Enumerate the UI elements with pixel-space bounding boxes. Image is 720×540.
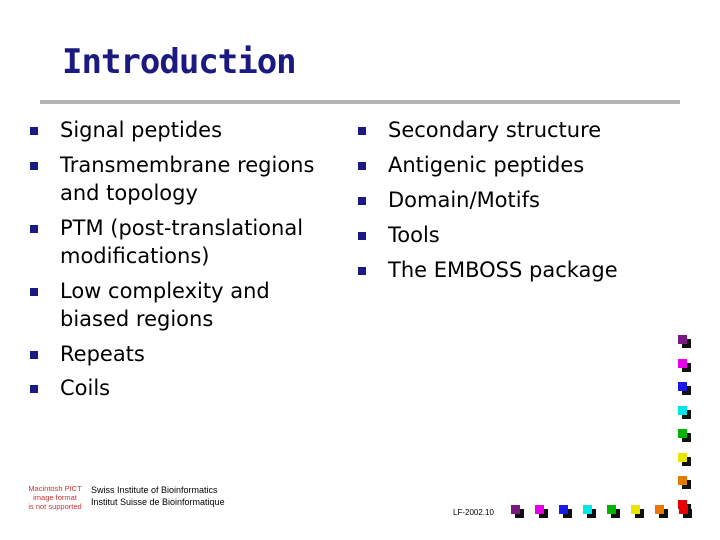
square-icon [678,429,687,438]
bullet-icon [358,127,366,135]
square-icon [583,505,592,514]
square-icon [655,505,664,514]
square-icon [678,335,687,344]
bullet-icon [30,385,38,393]
square-icon [607,505,616,514]
list-item: The EMBOSS package [358,256,688,285]
bullet-icon [30,225,38,233]
list-item: PTM (post-translational modifications) [30,214,340,271]
bullet-icon [358,267,366,275]
square-icon [559,505,568,514]
left-bullet-list [30,116,340,409]
right-bullet-list [358,116,688,291]
bullet-icon [358,197,366,205]
list-item: Domain/Motifs [358,186,688,215]
bullet-icon [30,288,38,296]
bullet-icon [30,127,38,135]
list-item: Low complexity and biased regions [30,277,340,334]
square-icon [678,406,687,415]
square-icon [679,505,688,514]
list-item: Repeats [30,340,340,369]
list-item: Tools [358,221,688,250]
title-divider [40,100,680,104]
slide-code: LF-2002.10 [453,508,494,517]
slide-title: Introduction [62,42,296,82]
list-item: Secondary structure [358,116,688,145]
square-icon [678,382,687,391]
list-item: Transmembrane regions and topology [30,151,340,208]
list-item: Coils [30,374,340,403]
square-icon [678,453,687,462]
bullet-icon [30,351,38,359]
square-icon [678,476,687,485]
square-icon [631,505,640,514]
bullet-icon [358,232,366,240]
list-item: Signal peptides [30,116,340,145]
logo-placeholder: Macintosh PICT image format is not supported [28,484,82,511]
square-icon [511,505,520,514]
square-icon [678,359,687,368]
bullet-icon [30,162,38,170]
institute-credit: Swiss Institute of Bioinformatics Institut Suisse de Bioinformatique [91,485,225,507]
bullet-icon [358,162,366,170]
square-icon [535,505,544,514]
list-item: Antigenic peptides [358,151,688,180]
